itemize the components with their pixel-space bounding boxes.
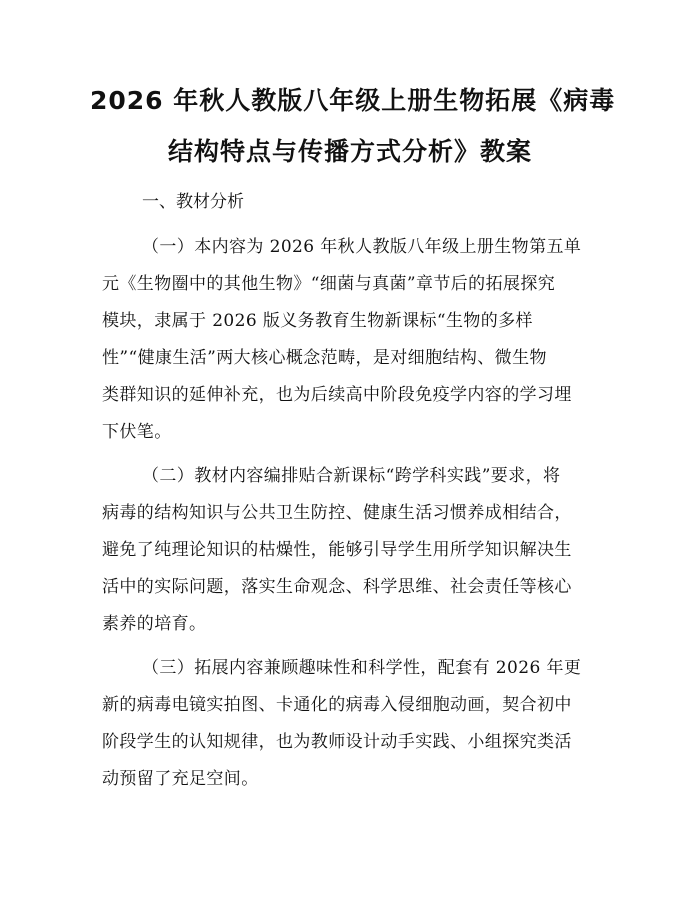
paragraph-line: （二）教材内容编排贴合新课标“跨学科实践”要求，将 [142, 466, 561, 486]
paragraph-line: 类群知识的延伸补充，也为后续高中阶段免疫学内容的学习埋 [102, 385, 572, 405]
document-title-line-1: 2026 年秋人教版八年级上册生物拓展《病毒 [90, 86, 616, 115]
paragraph-line: 性”“健康生活”两大核心概念范畴，是对细胞结构、微生物 [102, 348, 547, 368]
paragraph-line: （一）本内容为 2026 年秋人教版八年级上册生物第五单 [142, 237, 582, 257]
paragraph-line: 动预留了充足空间。 [102, 769, 259, 789]
paragraph-line: 模块，隶属于 2026 版义务教育生物新课标“生物的多样 [102, 311, 533, 331]
paragraph-line: 阶段学生的认知规律，也为教师设计动手实践、小组探究类活 [102, 732, 572, 752]
document-title-line-2: 结构特点与传播方式分析》教案 [167, 137, 532, 166]
paragraph-line: 新的病毒电镜实拍图、卡通化的病毒入侵细胞动画，契合初中 [102, 695, 572, 715]
paragraph-line: （三）拓展内容兼顾趣味性和科学性，配套有 2026 年更 [142, 658, 582, 678]
paragraph-line: 下伏笔。 [102, 422, 172, 442]
paragraph-line: 活中的实际问题，落实生命观念、科学思维、社会责任等核心 [102, 577, 572, 597]
paragraph-line: 素养的培育。 [102, 614, 207, 634]
paragraph-line: 元《生物圈中的其他生物》“细菌与真菌”章节后的拓展探究 [102, 274, 556, 294]
section-heading-teaching-material-analysis: 一、教材分析 [142, 192, 244, 212]
paragraph-line: 避免了纯理论知识的枯燥性，能够引导学生用所学知识解决生 [102, 540, 572, 560]
paragraph-line: 病毒的结构知识与公共卫生防控、健康生活习惯养成相结合， [102, 503, 572, 523]
